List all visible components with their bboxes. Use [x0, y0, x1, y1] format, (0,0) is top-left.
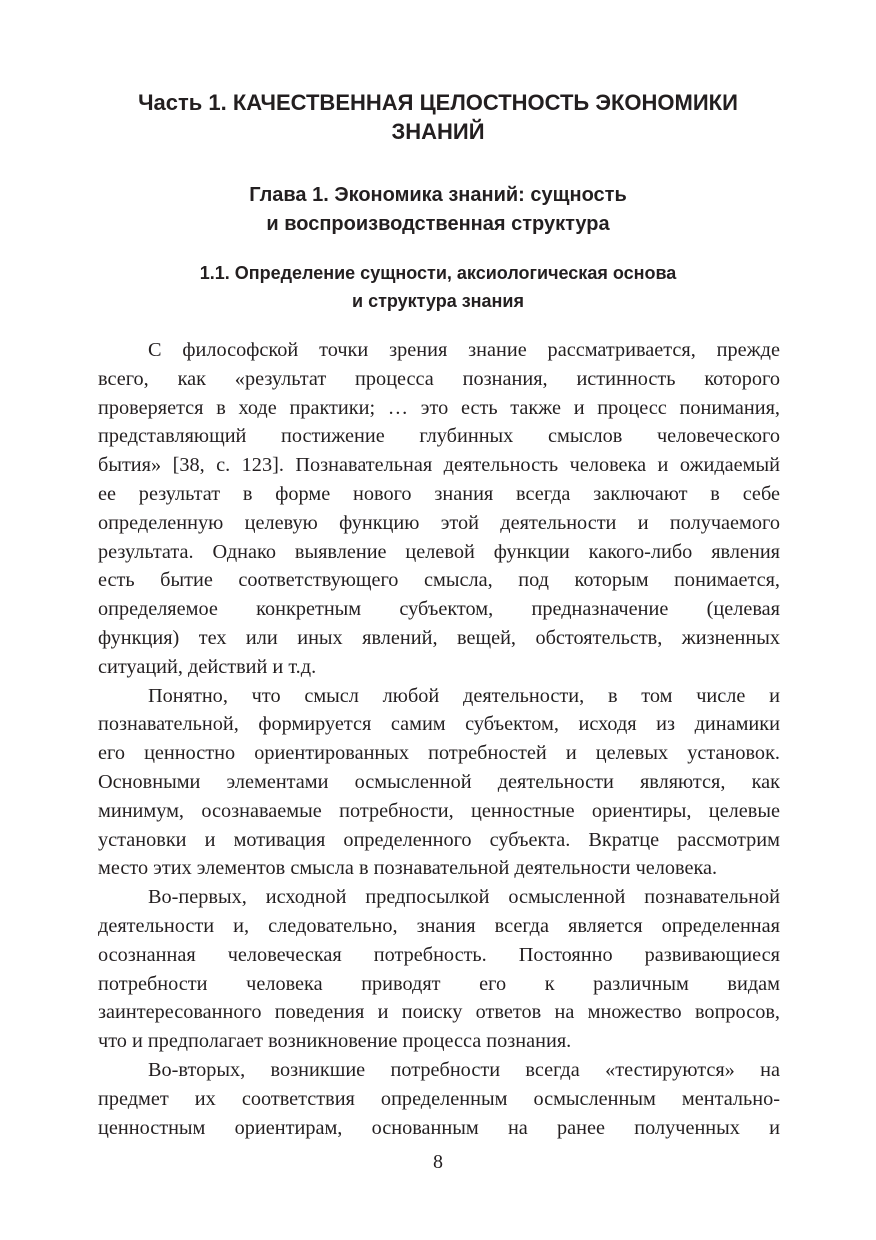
part-title-line-2: ЗНАНИЙ: [391, 119, 485, 144]
text-line: установки и мотивация определенного субъекта. Вкратце рассмотрим: [98, 828, 780, 851]
text-line: минимум, осознаваемые потребности, ценностные ориентиры, целевые: [98, 799, 780, 822]
text-line: определяемое конкретным субъектом, предназначение (целевая: [98, 598, 780, 621]
text-line: предмет их соответствия определенным осмысленным ментально-: [98, 1087, 780, 1110]
text-line: определенную целевую функцию этой деятельности и получаемого: [98, 511, 780, 534]
text-line: место этих элементов смысла в познавательной деятельности человека.: [98, 857, 718, 880]
text-line: потребности человека приводят его к различным видам: [98, 972, 780, 995]
section-title-line-2: и структура знания: [352, 291, 524, 311]
text-line: Во-вторых, возникшие потребности всегда «тестируются» на: [148, 1058, 780, 1081]
text-line: деятельности и, следовательно, знания всегда является определенная: [98, 914, 780, 937]
text-line: Во-первых, исходной предпосылкой осмысленной познавательной: [148, 886, 780, 909]
text-line: его ценностно ориентированных потребностей и целевых установок.: [98, 742, 780, 765]
text-line: ее результат в форме нового знания всегда заключают в себе: [98, 482, 780, 505]
text-line: ситуаций, действий и т.д.: [98, 655, 317, 678]
text-line: Понятно, что смысл любой деятельности, в том числе и: [148, 684, 780, 707]
part-title: [98, 88, 778, 146]
paragraph-4: [98, 1056, 780, 1142]
text-line: заинтересованного поведения и поиску ответов на множество вопросов,: [98, 1001, 780, 1024]
text-line: осознанная человеческая потребность. Постоянно развивающиеся: [98, 943, 780, 966]
text-line: ценностным ориентирам, основанным на ранее полученных и: [98, 1116, 780, 1139]
text-line: что и предполагает возникновение процесса познания.: [98, 1030, 572, 1053]
page-number: 8: [433, 1151, 443, 1173]
paragraph-2: [98, 682, 780, 884]
paragraph-1: [98, 336, 780, 682]
text-line: результата. Однако выявление целевой функции какого-либо явления: [98, 540, 780, 563]
text-line: функция) тех или иных явлений, вещей, обстоятельств, жизненных: [98, 626, 780, 649]
section-title: [98, 259, 778, 315]
section-title-line-1: 1.1. Определение сущности, аксиологическая основа: [199, 263, 677, 283]
text-line: проверяется в ходе практики; … это есть также и процесс понимания,: [98, 396, 780, 419]
part-title-line-1: Часть 1. КАЧЕСТВЕННАЯ ЦЕЛОСТНОСТЬ ЭКОНОМИКИ: [138, 90, 738, 115]
chapter-title-line-2: и воспроизводственная структура: [266, 213, 610, 235]
text-line: бытия» [38, с. 123]. Познавательная деятельность человека и ожидаемый: [98, 454, 780, 477]
text-line: есть бытие соответствующего смысла, под которым понимается,: [98, 569, 780, 592]
text-line: Основными элементами осмысленной деятельности являются, как: [98, 770, 780, 793]
text-line: всего, как «результат процесса познания, истинность которого: [98, 367, 780, 390]
text-line: познавательной, формируется самим субъектом, исходя из динамики: [98, 713, 780, 736]
text-line: С философской точки зрения знание рассматривается, прежде: [148, 339, 780, 361]
text-line: представляющий постижение глубинных смыслов человеческого: [98, 425, 780, 448]
chapter-title: [98, 181, 778, 239]
body-text: [98, 336, 780, 1142]
chapter-title-line-1: Глава 1. Экономика знаний: сущность: [249, 184, 627, 206]
paragraph-3: [98, 883, 780, 1056]
